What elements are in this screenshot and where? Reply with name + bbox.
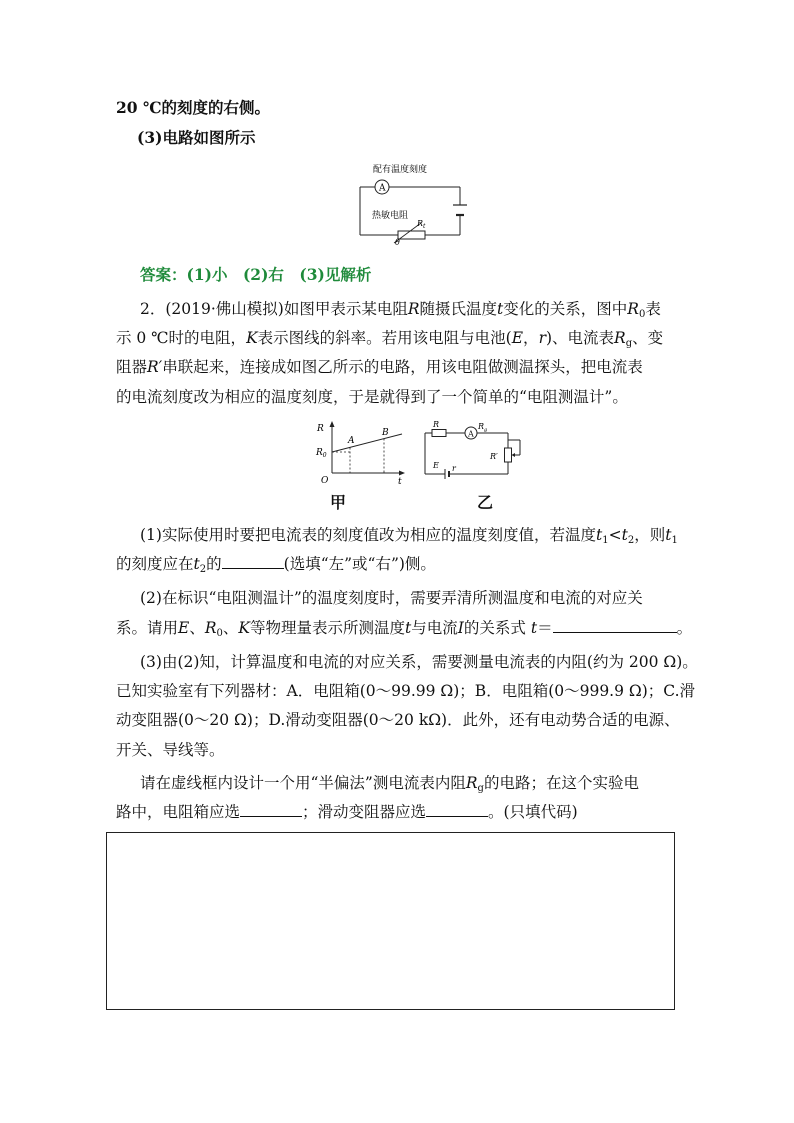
sub2-text: 等物理量表示所测温度 [250, 619, 406, 637]
sub2-text: 、 [222, 619, 239, 637]
q2-text: 2．(2019·佛山模拟)如图甲表示某电阻 [140, 300, 408, 318]
q2-text: 表 [645, 300, 661, 318]
jia-origin-label: O [321, 476, 329, 486]
q2-text: 随摄氏温度 [419, 300, 498, 318]
answer-blank-1[interactable] [222, 554, 284, 569]
fig1-thermistor-label: 热敏电阻 [372, 211, 409, 221]
var-t1: t [665, 526, 672, 544]
sub2-line-2 [116, 617, 692, 645]
sub1-text: (1)实际使用时要把电流表的刻度值改为相应的温度刻度值，若温度 [140, 526, 596, 544]
yi-caption: 乙 [477, 493, 494, 512]
sub3-line-4: 开关、导线等。 [116, 741, 225, 759]
jia-point-a: A [348, 436, 355, 446]
sub4-text: 路中，电阻箱应选 [116, 803, 241, 821]
q2-line-3 [116, 356, 643, 378]
rheostat-icon [505, 448, 512, 462]
var-Rprime: R′ [147, 358, 163, 376]
yi-rsmall-label: r [452, 464, 456, 473]
q2-text: 串联起来，连接成如图乙所示的电路，用该电阻做测温探头，把电流表 [162, 358, 643, 376]
sub4-line-1 [140, 772, 639, 800]
var-R0: R [627, 300, 639, 318]
var-K: K [246, 329, 258, 347]
fig1-ammeter-label: A [379, 183, 386, 194]
answer-label: 答案： [140, 265, 187, 284]
var-I: I [457, 619, 464, 637]
jia-point-b: B [382, 428, 389, 438]
answer-blank-2[interactable] [553, 618, 677, 633]
jia-r0-label: $R_0$ [316, 448, 327, 459]
subscript: 1 [602, 535, 609, 546]
answer-line [140, 264, 371, 286]
q2-text: 、变 [632, 329, 664, 347]
var-t: t [497, 300, 504, 318]
sub2-line-1: (2)在标识“电阻测温计”的温度刻度时，需要弄清所测温度和电流的对应关 [140, 589, 643, 607]
q2-line-2 [116, 327, 663, 355]
sub1-line-2 [116, 553, 436, 581]
sub1-text: (选填“左”或“右”)侧。 [283, 555, 436, 573]
var-E: E [511, 329, 524, 347]
sub1-text: ，则 [634, 526, 666, 544]
sub3-line-3: 动变阻器(0～20 Ω)；D.滑动变阻器(0～20 kΩ)．此外，还有电动势合适的电源、 [116, 711, 680, 729]
sub2-text: ＝ [537, 619, 553, 637]
prev-answer-tail: 20 ℃的刻度的右侧。 [116, 98, 271, 117]
sub1-text: 的刻度应在 [116, 555, 194, 573]
subscript: 0 [638, 309, 646, 320]
var-Rg: R [465, 774, 478, 792]
sub4-text: 。(只填代码) [488, 803, 578, 821]
yi-r-label: R [433, 420, 440, 429]
jia-line [332, 434, 402, 452]
item3-text: (3)电路如图所示 [137, 128, 256, 147]
sub2-text: 的关系式 [463, 619, 526, 637]
circuit-figure-1 [355, 160, 470, 247]
var-R: R [407, 300, 420, 318]
sub1-text: < [608, 526, 622, 544]
subscript: g [625, 338, 633, 349]
var-R0: R [204, 619, 217, 637]
q2-line-4: 的电流刻度改为相应的温度刻度，于是就得到了一个简单的“电阻测温计”。 [116, 388, 628, 406]
thermistor-icon [398, 231, 425, 239]
fig1-theta-label: θ [395, 238, 400, 247]
jia-caption: 甲 [330, 493, 347, 512]
sub2-text: 系。请用 [116, 619, 179, 637]
sub1-text: 的 [206, 555, 222, 573]
subscript: 2 [199, 564, 207, 575]
sub4-text: ；滑动变阻器应选 [302, 803, 427, 821]
sub2-text: 。 [676, 619, 693, 637]
sub3-line-1: (3)由(2)知，计算温度和电流的对应关系，需要测量电流表的内阻(约为 200 Ω)。 [140, 653, 698, 671]
q2-text: 变化的关系，图中 [503, 300, 628, 318]
sub3-line-2: 已知实验室有下列器材：A．电阻箱(0～99.99 Ω)；B．电阻箱(0～999.9 Ω)；C.滑 [116, 682, 696, 700]
var-Rg: R [614, 329, 626, 347]
yi-ammeter-label: A [468, 429, 474, 439]
answer-blank-4[interactable] [426, 802, 488, 817]
sub4-line-2 [116, 801, 578, 823]
sub2-text: 与电流 [411, 619, 458, 637]
var-t1: t [595, 526, 603, 544]
var-t: t [405, 619, 412, 637]
fig1-rt-label: $R_t$ [417, 219, 426, 230]
subscript: g [477, 783, 484, 794]
var-E: E [178, 619, 190, 637]
jia-x-axis-label: t [398, 477, 402, 487]
graph-figure-jia [312, 418, 412, 488]
sub2-text: 、 [189, 619, 205, 637]
q2-text: 阻器 [116, 358, 148, 376]
q2-text: 示 0 ℃时的电阻， [116, 329, 247, 347]
circuit-figure-yi [420, 418, 525, 483]
q2-text: 表示图线的斜率。若用该电阻与电池( [257, 329, 512, 347]
subscript: 2 [627, 535, 635, 546]
q2-text: ， [523, 329, 539, 347]
fig1-caption: 配有温度刻度 [373, 165, 428, 175]
q2-line-1 [140, 298, 661, 326]
var-K: K [238, 619, 251, 637]
var-t2: t [193, 555, 200, 573]
sub4-text: 的电路；在这个实验电 [483, 774, 639, 792]
jia-y-axis-label: R [317, 424, 324, 434]
yi-rg-label: $R_g$ [478, 422, 488, 433]
answer-text: (1)小 (2)右 (3)见解析 [186, 265, 372, 284]
var-t2: t [621, 526, 628, 544]
var-r: r [538, 329, 546, 347]
subscript: 0 [216, 628, 223, 639]
circuit-design-box[interactable] [106, 832, 675, 1010]
sub1-line-1 [140, 524, 678, 552]
var-t: t [530, 619, 538, 637]
yi-e-label: E [433, 461, 439, 470]
sub4-text: 请在虚线框内设计一个用“半偏法”测电流表内阻 [140, 774, 466, 792]
resistor-r-icon [432, 430, 446, 437]
subscript: 1 [671, 535, 678, 546]
yi-rprime-label: R′ [490, 452, 498, 461]
answer-blank-3[interactable] [240, 802, 302, 817]
q2-text: )、电流表 [545, 329, 615, 347]
